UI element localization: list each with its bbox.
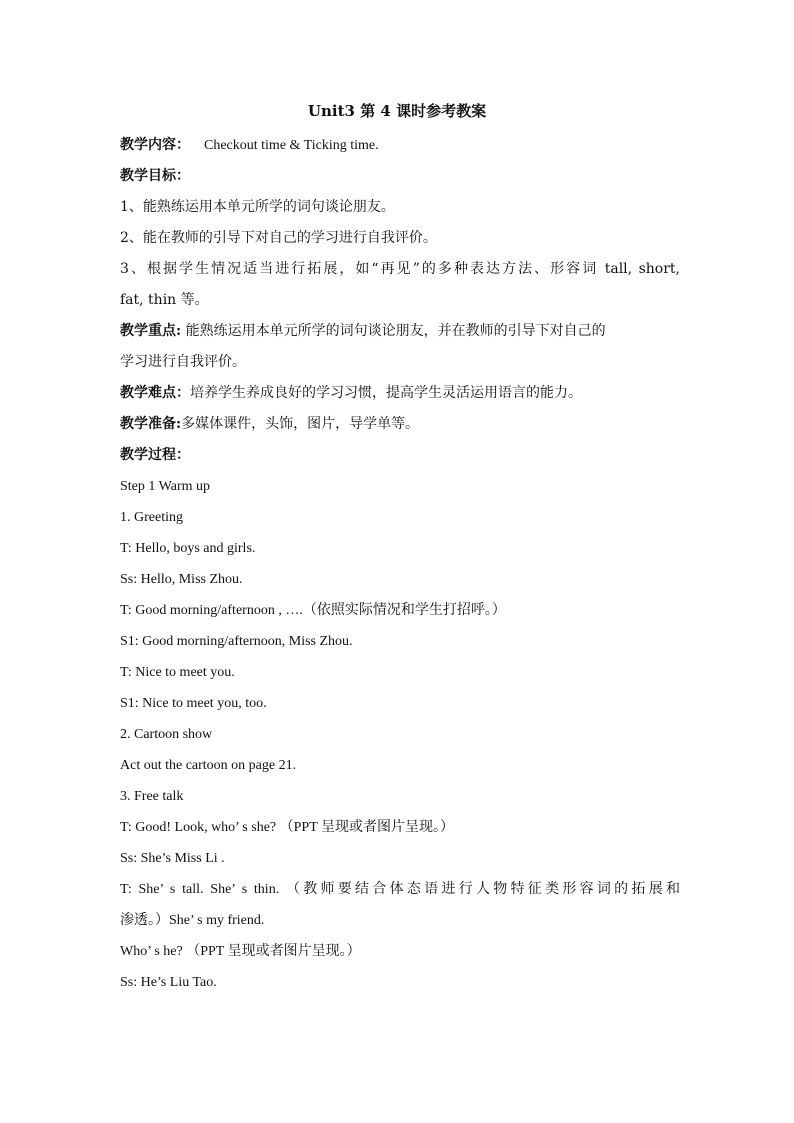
objective-item-1: 1、能熟练运用本单元所学的词句谈论朋友。 xyxy=(120,199,395,215)
key-points-label: 教学重点: xyxy=(120,323,182,339)
objective-item-3-cont: fat, thin 等。 xyxy=(120,292,209,308)
process-line: S1: Nice to meet you, too. xyxy=(120,696,267,711)
page-title: Unit3 第 4 课时参考教案 xyxy=(307,102,487,120)
process-line: T: Good morning/afternoon , ….（依照实际情况和学生打招呼。） xyxy=(120,603,506,618)
process-line: Ss: He’s Liu Tao. xyxy=(120,975,217,990)
process-line: Who’ s he? （PPT 呈现或者图片呈现。） xyxy=(120,944,361,959)
process-line: T: She’ s tall. She’ s thin. （教师要结合体态语进行人物特征类形容词的拓展和 xyxy=(120,882,680,897)
process-line: T: Nice to meet you. xyxy=(120,665,235,680)
process-line: 1. Greeting xyxy=(120,510,183,525)
key-points-line xyxy=(120,316,680,347)
process-line: Ss: Hello, Miss Zhou. xyxy=(120,572,243,587)
process-line: T: Good! Look, who’ s she? （PPT 呈现或者图片呈现。） xyxy=(120,820,454,835)
lesson-plan-body xyxy=(120,130,680,998)
content-label: 教学内容： xyxy=(120,137,190,153)
content-line xyxy=(120,130,680,161)
difficulties-text: 培养学生养成良好的学习习惯，提高学生灵活运用语言的能力。 xyxy=(190,385,582,401)
objectives-label: 教学目标： xyxy=(120,168,190,184)
preparation-line xyxy=(120,409,680,440)
objective-item-2: 2、能在教师的引导下对自己的学习进行自我评价。 xyxy=(120,230,437,246)
process-line: 渗透。）She’ s my friend. xyxy=(120,913,265,928)
process-line: Step 1 Warm up xyxy=(120,479,210,494)
process-line: Act out the cartoon on page 21. xyxy=(120,758,297,773)
key-points-cont: 学习进行自我评价。 xyxy=(120,354,246,370)
process-line: 2. Cartoon show xyxy=(120,727,213,742)
process-line: 3. Free talk xyxy=(120,789,184,804)
difficulties-label: 教学难点： xyxy=(120,385,190,401)
content-text: Checkout time & Ticking time. xyxy=(204,138,379,153)
process-line: Ss: She’s Miss Li . xyxy=(120,851,225,866)
process-line: S1: Good morning/afternoon, Miss Zhou. xyxy=(120,634,353,649)
process-label: 教学过程： xyxy=(120,447,190,463)
preparation-text: 多媒体课件，头饰，图片，导学单等。 xyxy=(181,416,420,432)
difficulties-line xyxy=(120,378,680,409)
preparation-label: 教学准备: xyxy=(120,416,182,432)
objective-item-3: 3、根据学生情况适当进行拓展，如“再见”的多种表达方法、形容词 tall, short, xyxy=(120,261,680,277)
key-points-text: 能熟练运用本单元所学的词句谈论朋友，并在教师的引导下对自己的 xyxy=(181,323,606,339)
process-line: T: Hello, boys and girls. xyxy=(120,541,256,556)
